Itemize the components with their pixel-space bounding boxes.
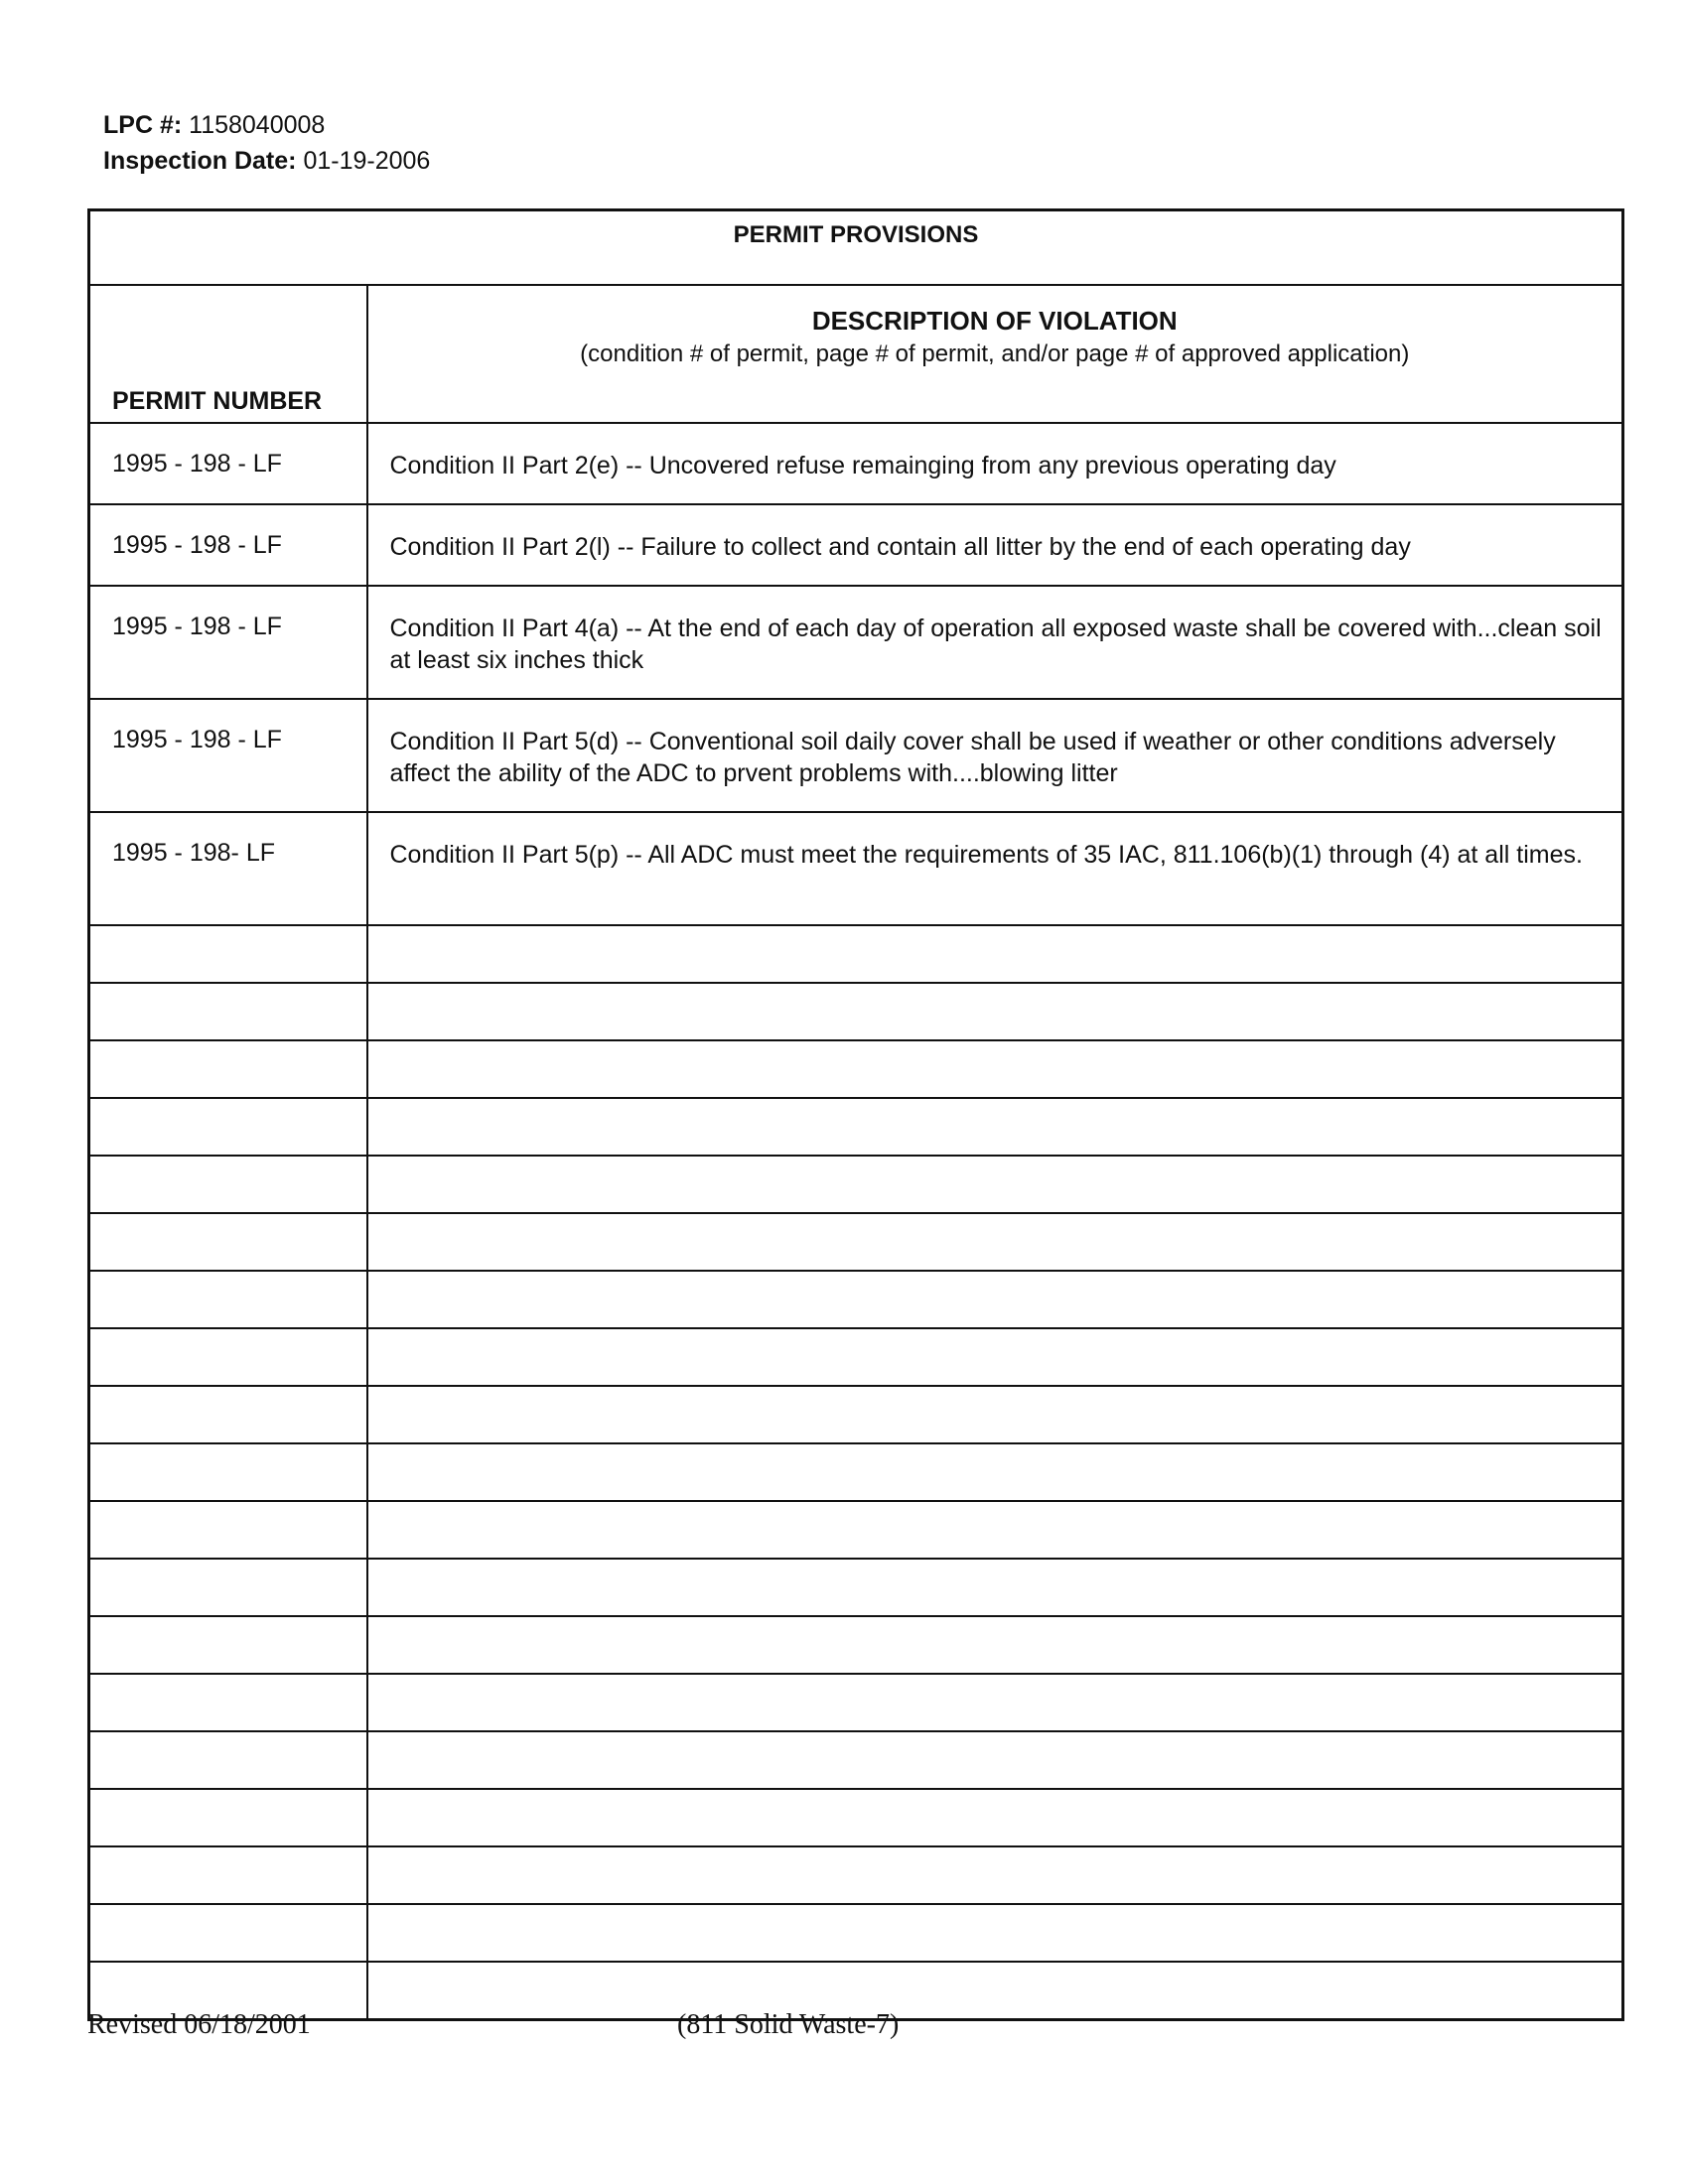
empty-cell <box>367 1846 1623 1904</box>
empty-row <box>89 1328 1623 1386</box>
empty-cell <box>89 1789 367 1846</box>
empty-row <box>89 1386 1623 1443</box>
empty-cell <box>89 1213 367 1271</box>
empty-cell <box>367 1962 1623 2020</box>
empty-cell <box>367 1789 1623 1846</box>
empty-cell <box>367 1501 1623 1559</box>
empty-row <box>89 1156 1623 1213</box>
empty-cell <box>89 1846 367 1904</box>
empty-cell <box>367 1213 1623 1271</box>
empty-cell <box>89 1674 367 1731</box>
empty-row <box>89 1501 1623 1559</box>
empty-cell <box>89 1904 367 1962</box>
empty-cell <box>367 1674 1623 1731</box>
table-row <box>89 812 1623 925</box>
empty-cell <box>89 1616 367 1674</box>
empty-cell <box>367 1156 1623 1213</box>
empty-row <box>89 1846 1623 1904</box>
empty-row <box>89 925 1623 983</box>
empty-cell <box>367 1443 1623 1501</box>
table-title-row <box>89 210 1623 286</box>
table-header-row <box>89 285 1623 423</box>
violation-description-cell: Condition II Part 5(d) -- Conventional soil daily cover shall be used if weather or other conditions adversely affect the ability of the ADC to prvent problems with....blowing litter <box>367 699 1623 812</box>
inspection-date-value: 01-19-2006 <box>303 147 431 175</box>
empty-cell <box>367 925 1623 983</box>
document-header <box>103 107 430 179</box>
description-header <box>367 285 1623 423</box>
empty-cell <box>89 1098 367 1156</box>
lpc-line <box>103 107 430 143</box>
empty-row <box>89 1789 1623 1846</box>
empty-cell <box>89 1156 367 1213</box>
empty-cell <box>89 1731 367 1789</box>
empty-cell <box>367 1040 1623 1098</box>
table-row <box>89 423 1623 504</box>
empty-row <box>89 1213 1623 1271</box>
empty-cell <box>89 1443 367 1501</box>
empty-cell <box>89 1386 367 1443</box>
empty-cell <box>89 1040 367 1098</box>
revised-date: Revised 06/18/2001 <box>87 2009 311 2040</box>
empty-row <box>89 1098 1623 1156</box>
inspection-date-line <box>103 143 430 179</box>
form-number: (811 Solid Waste-7) <box>677 2009 900 2040</box>
empty-cell <box>367 1559 1623 1616</box>
empty-row <box>89 983 1623 1040</box>
empty-cell <box>367 1386 1623 1443</box>
permit-number-cell: 1995 - 198 - LF <box>89 699 367 812</box>
lpc-label: LPC #: <box>103 111 183 139</box>
empty-cell <box>89 983 367 1040</box>
table-row <box>89 504 1623 586</box>
empty-cell <box>89 1501 367 1559</box>
table-title: PERMIT PROVISIONS <box>89 210 1623 286</box>
permit-number-cell: 1995 - 198- LF <box>89 812 367 925</box>
empty-row <box>89 1731 1623 1789</box>
permit-number-header: PERMIT NUMBER <box>89 285 367 423</box>
empty-row <box>89 1040 1623 1098</box>
empty-row <box>89 1271 1623 1328</box>
empty-cell <box>89 1328 367 1386</box>
violation-description-cell: Condition II Part 2(l) -- Failure to collect and contain all litter by the end of each operating day <box>367 504 1623 586</box>
empty-cell <box>89 1271 367 1328</box>
lpc-value: 1158040008 <box>189 111 326 139</box>
empty-cell <box>367 1328 1623 1386</box>
empty-row <box>89 1559 1623 1616</box>
table-row <box>89 699 1623 812</box>
empty-row <box>89 1904 1623 1962</box>
empty-cell <box>367 1271 1623 1328</box>
permit-number-cell: 1995 - 198 - LF <box>89 423 367 504</box>
table-row <box>89 586 1623 699</box>
permit-number-cell: 1995 - 198 - LF <box>89 586 367 699</box>
violation-description-cell: Condition II Part 5(p) -- All ADC must meet the requirements of 35 IAC, 811.106(b)(1) through (4) at all times. <box>367 812 1623 925</box>
violation-description-cell: Condition II Part 4(a) -- At the end of each day of operation all exposed waste shall be covered with...clean soil at least six inches thick <box>367 586 1623 699</box>
empty-cell <box>367 1098 1623 1156</box>
empty-cell <box>89 1559 367 1616</box>
empty-cell <box>367 1616 1623 1674</box>
permit-provisions-table <box>87 208 1624 2021</box>
empty-cell <box>367 1904 1623 1962</box>
description-header-subtitle: (condition # of permit, page # of permit, and/or page # of approved application) <box>580 341 1410 367</box>
empty-cell <box>367 983 1623 1040</box>
permit-number-cell: 1995 - 198 - LF <box>89 504 367 586</box>
empty-cell <box>367 1731 1623 1789</box>
empty-cell <box>89 925 367 983</box>
description-header-title: DESCRIPTION OF VIOLATION <box>811 306 1178 336</box>
empty-row <box>89 1443 1623 1501</box>
inspection-date-label: Inspection Date: <box>103 147 297 175</box>
empty-row <box>89 1674 1623 1731</box>
violation-description-cell: Condition II Part 2(e) -- Uncovered refuse remainging from any previous operating day <box>367 423 1623 504</box>
empty-row <box>89 1616 1623 1674</box>
